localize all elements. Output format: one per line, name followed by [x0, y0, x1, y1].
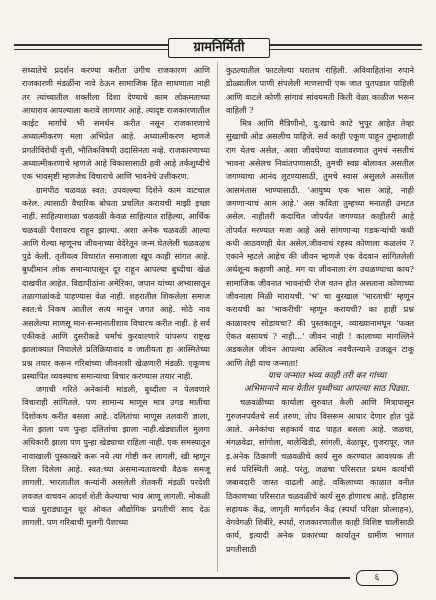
right-column: [226, 64, 414, 556]
magazine-title: ग्रामनिर्मिती: [168, 38, 270, 58]
paragraph: सध्यातेचे प्रदर्शन करण्या करीता उगीच राजकारण आणि राजकारणी मंडळींना नावे ठेऊन सामाजिक हित साधणाता नाही तर त्यांच्यातील शक्तीला दिशा देण्याचे काम लोकमताच्या आधाराव आपल्याला करावे लागणार आहे. त्यादृष्ट राजकारणातील काईट मार्गांचे भी समर्थन करीत नसून राजकारणाचे अध्यात्मीकरण मला अभिप्रेत आहे. अध्यात्मीकरण म्हणजे प्रगतीविरोधी वृत्ती, भौतिकविषयी उदासिनता नव्हे. राजकारणाच्या अध्यात्मीकरणाचे म्हणजे आहे विकासासाठी हवी आहे तर्कशुध्दीचे एक भावसृष्टी म्हणजेच विचाराचे आणि भावनेचे उत्तीकरण.: [22, 65, 210, 182]
paragraph: चळवळीच्या कार्याला सुरुवात केली आणि मित्रापासून गुरुजनपर्यंतचे सर्व तरुण, तोप विसरूम आधार देणार होत पुढे आले. अनेकांचा सहकार्य वाढ पाहत बसला आहे. जळचा, मंगळवेढा, सांगोला, बालेखिडी, सांगली, वेळापूर, गुजरापूर, जत इ.अनेक ठिकाणी चळवळीचे कार्य सुरु करण्यात आवश्यक ती सर्व परिस्थिती आहे. परंतु, जळचा परिसरात प्रथम कार्याची जबाबदारी जास्त वाढली आहे. वकिलाच्या काळात वनीत ठिकाणच्या परिसरात चळवळीचे कार्य सुरु होणारच आहे. इतिहास सहायक केंद्र, जागृती मार्गदर्शन केंद्र (स्पर्धा परिक्षा प्रोत्साहन), वेगवेगळी शिबीरे, स्पर्धा, राजकारणातील काही विशिष्ट चालीसाठी कार्य, इत्यादी अनेक प्रकारच्या कार्यातून ग्रामीण भागात प्रगतीसाठी: [226, 397, 414, 554]
paragraph: कुठल्यातील फाटलेल्या घरातच राहिली. अविवाहितांना रुपाने डोळ्यातील पाणी संपलेली माणसाची एक जात पुतपडात पाहिली आणि वाटले कोणी सांगावं सांवयमती किती वेळा काळीज भरून वाहिली ?: [226, 65, 414, 115]
footer-rule: [14, 577, 350, 579]
column-divider: [217, 62, 218, 572]
left-column: [22, 64, 210, 529]
paragraph: मित्र आणि मैत्रिणीनो, दु:खाचे काटे भुपूर आहेत तेव्हा सुखाची ओड असलीच पाहिजे. सर्व काही एकूण पाहून तुम्हालाही राग येतच असेल, अशा जीवघेण्या वातावरणात तुमचं नसतीचं भावना असेलच निवांतपणासाठी, तुमची स्वप्न बोलावत असतील जगण्याचा आनंद लुटण्यासाठी, तुमचे स्वास असुलले असतील आसमंतास भाण्यासाठी. 'आयुष्य एक भास आहे, नाही जगणाऱ्याचं आम आहे.' अस कविता तुम्हच्या मनातही उमटत असेल. नाहीतरी कदाचित जोपर्यंत जगण्यात काहीतरी आहे तोपर्यंत मरण्यात मजा आहे असे सांगणाऱ्या गडकऱ्यांची कधी कधी आठवणही येत असेल.जीवनाचं रहस्य कोणाला कळलंय ? एकाने म्हटले आहेच की जीवन म्हणजे एक वेदवान सांगितलेली अर्थशून्य कहाणी आहे. मग या जीवनाला रंग उधळण्याचा काय? सामाजिक जीवनात भावनांची रोज वतन होत असताना कोणाच्या जीवनाला मिळी मारायची. 'भ' चा बुरखाल 'भारताची' म्हणून करायची का 'भाकरीची' म्हणून करायची? का हाही प्रश्न काळावरच सोडायचा? की पुस्तकातून, व्याख्यानामधून 'फक्त ऐकत बसायचं ? नाही...' जीवन नाही ! कालाच्या मागल्लिने अडकलेल जीवन आपल्या अस्तित्व नवचैतन्याने उजळून टाकू आणि तेही याच जन्माता!: [226, 118, 414, 368]
page-number: ६: [356, 570, 398, 586]
subheading: याच जन्मात भव्य काही तरी कर गांच्या: [267, 370, 387, 381]
subheading-lead: अभिमानाने मान येतील पृथ्वीच्या आपल्या साठ पिढ्या.: [244, 384, 410, 395]
paragraph: जगाची गरिते अनेकांनी मांडली, बुध्दीला न पेलवणारे विचाराही सांगितले. पण सामान्य माणूस मात्र उगड मातीचा दिशोकच करीत बसला आहे. दलितांचा माणूस तलवारी ज्ञाला, नेता झाला पण पुन्हा दलितांचा झाला नाही.खेड्यातील मुलगा अधिकारी झाला पण पुन्हा खेड्याचा राहिला नाही. एक समस्यातून नावाखाली पुस्काखरे करू नये त्या गोष्टी कर लागली, खी म्हणून तिला दिलेला आहे. स्वत:च्या असमान्यतावरची वैठक समजू लागली. भारतातील कन्यांनी असलेली शेतकरी मंडळी परदेशी लवजत वाचवन आदर्श शेती केल्याचा भाव आणू लागली. मोकळी चाळ धुराड्यातून धूर ओकत औद्योगिक प्रगतीची साद देऊ लागली. पण गरिबाची मुलगी पैशाच्या: [22, 384, 210, 528]
paragraph: ग्रामपीठ चळवळ स्वत: उपवल्ल्या दिशेने काम वाटचाल करेल. त्यासाठी वैचारिक बोधता प्रचलित करायची माझी इच्छा नाही. साहित्याशाळा चळवळी केवळ साहित्यात राहिल्या, आर्थिक चळवळी पैशावरच राहून झाल्या. अशा अनेक चळवळी आल्या आणि गेल्या म्हणूनच जीवनाच्या वेदेरेतून जन्म घेतलेली चळवळच पुढे केली. तृतीयत्व विचारांत समाजाला खूप काही सांगत आहे. बुध्दीमान लोक समान्यापासून दूर राहून आपल्या बुध्दीचा खेळ दाखवीत आहेत. विद्यापीठांना अमेरिका, जपान यांच्या अभ्यासातून तळागाळांकडे पाहण्यास वेळ नाही. शहरातील शिकलेला समाज स्वत:चे निकष आतील सत्य मानून जगत आहे. मोठे नाव असलेल्या माणसू मान-सन्मानातीशाय विचारच करीत नाही. हे सर्व एकीकडे आणि दुसरीकडे धर्मांचं कुरवाल्णारे पांपरूप राष्ट्रख झालाक्यात निघालेले प्रतिक्रियावाद व जातीयता हा आस्मितेच्या प्रश्न तयार करून गरिबांच्या जीवनाशी खेळणारी मंडळी. एकूणच प्रस्थापित व्यवस्थाच समान्याचा विचार करण्यास तयार नाही.: [22, 184, 210, 381]
